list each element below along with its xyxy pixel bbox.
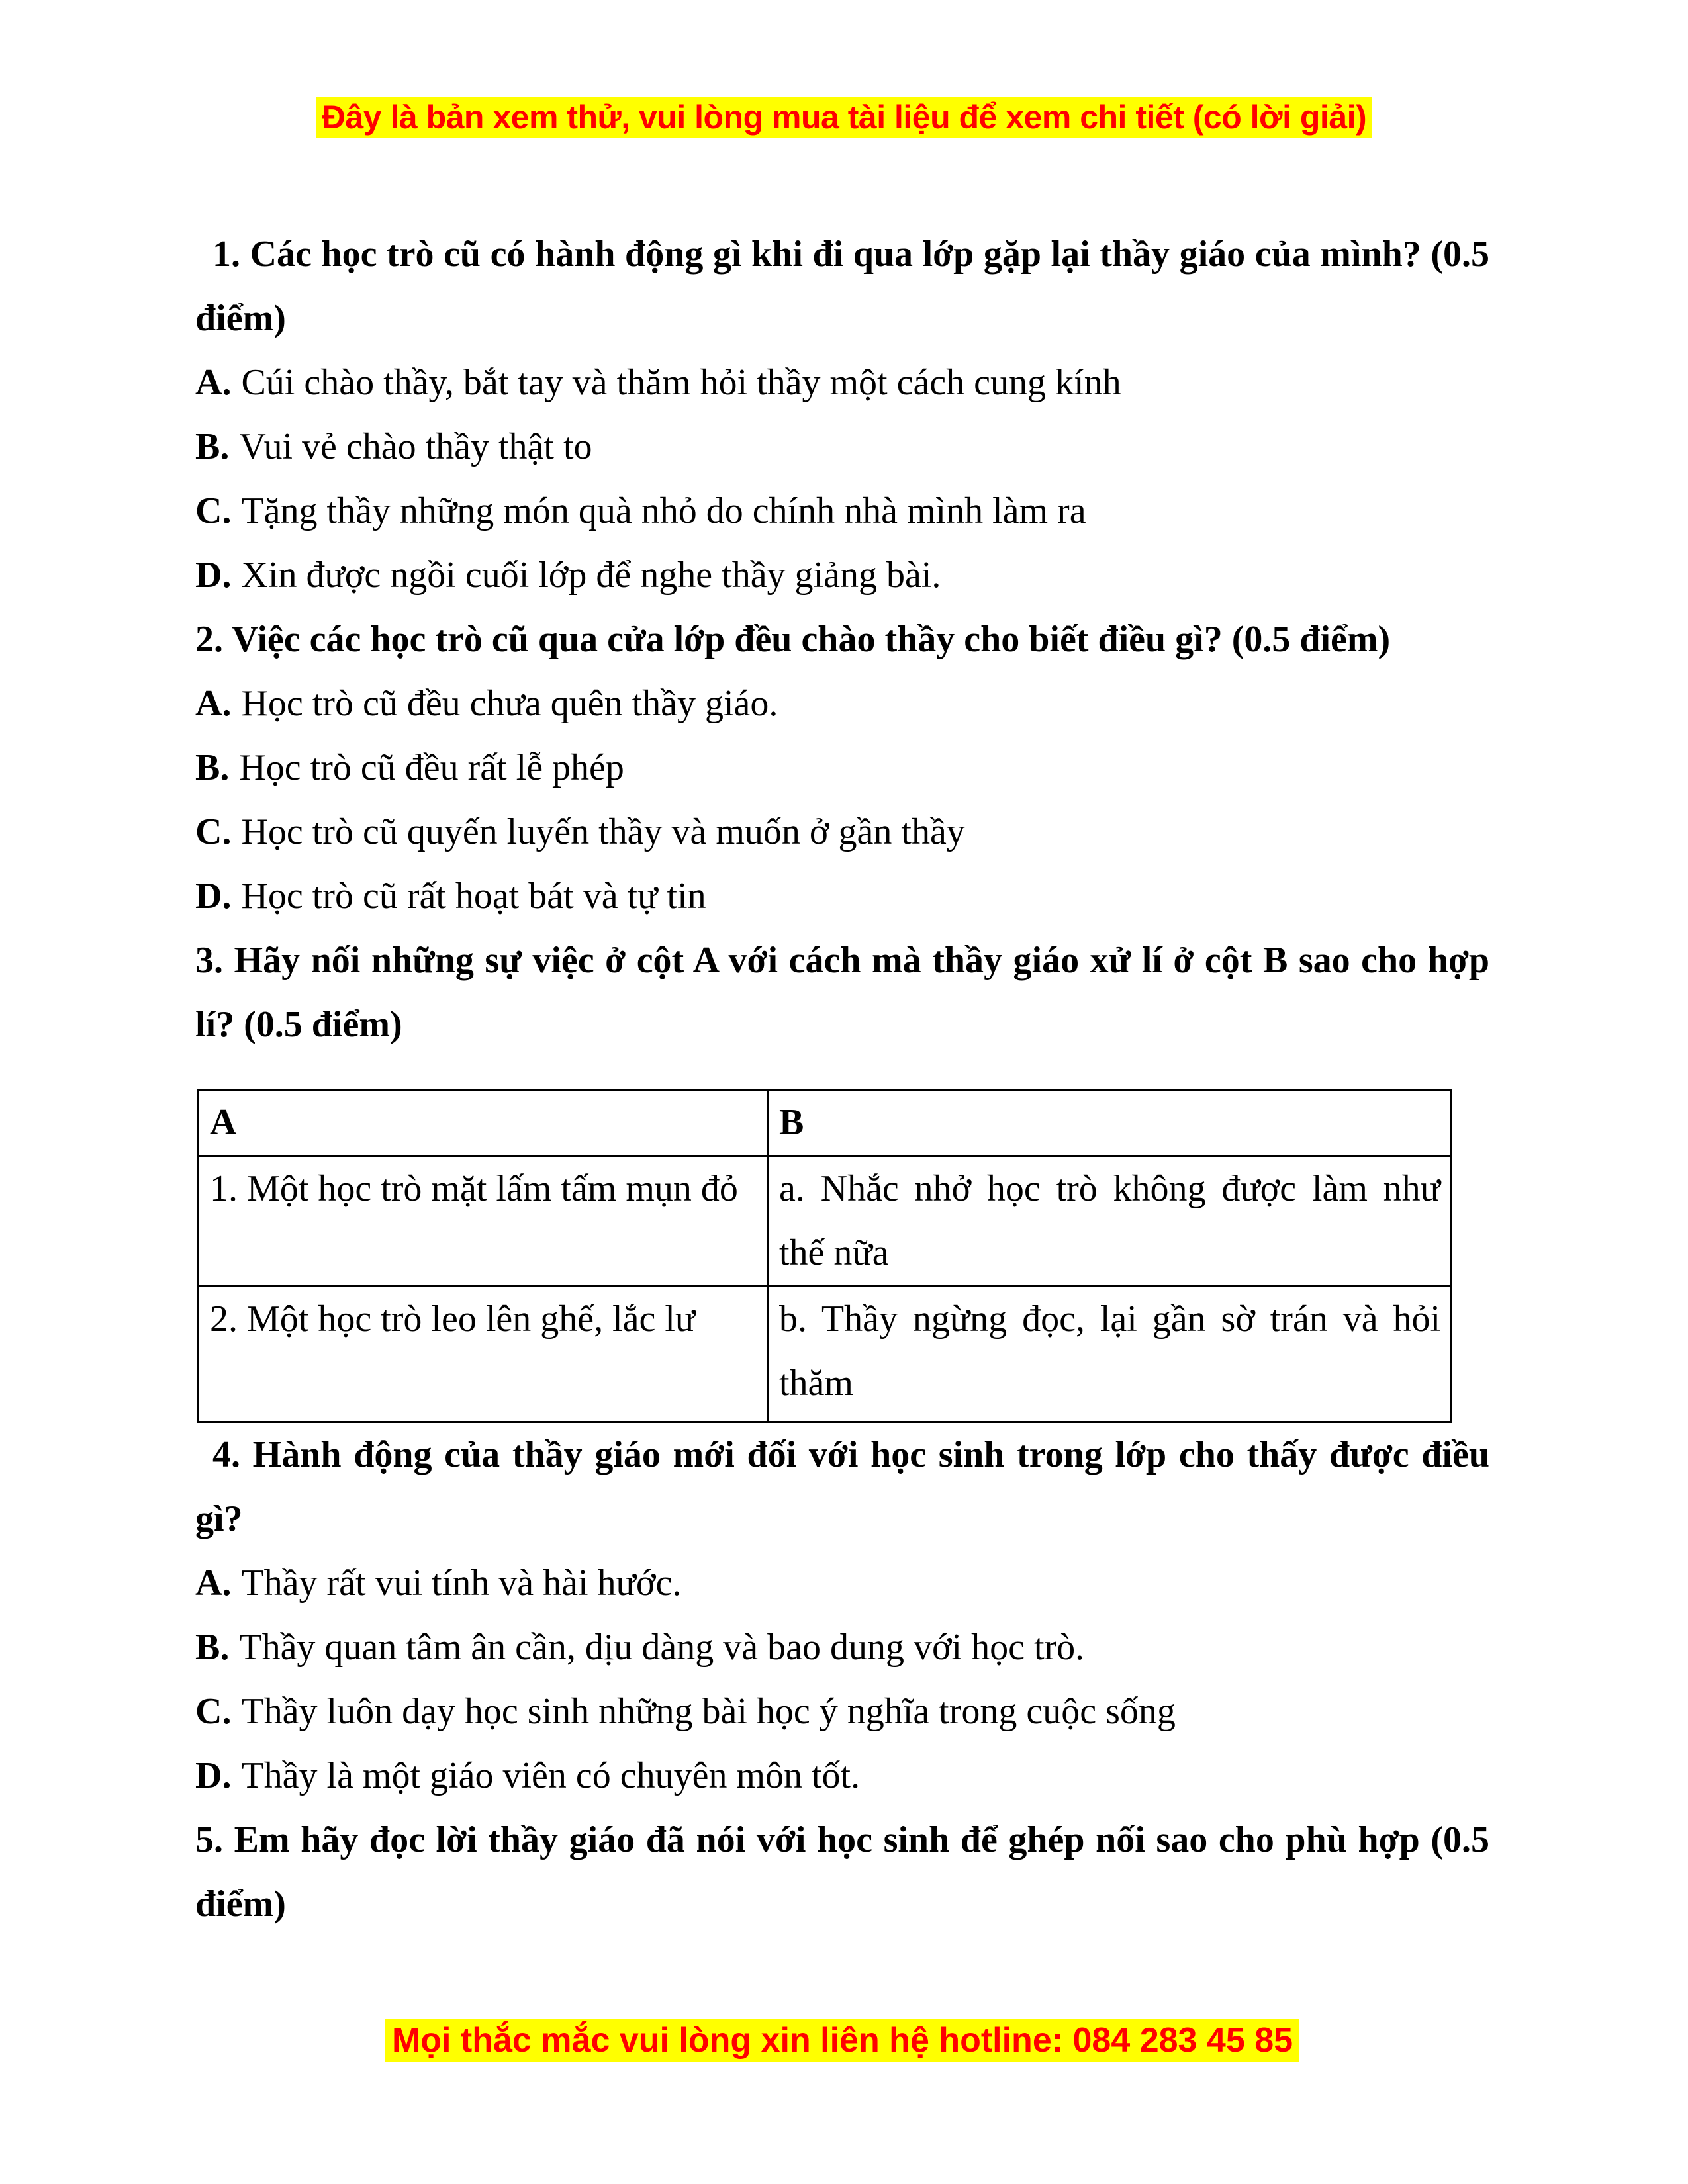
option-text: Học trò cũ quyến luyến thầy và muốn ở gần thầy (241, 811, 965, 852)
option-text: Học trò cũ rất hoạt bát và tự tin (241, 876, 706, 917)
question-1-option-b (195, 415, 1489, 479)
option-letter: A. (195, 362, 232, 403)
option-text: Học trò cũ đều chưa quên thầy giáo. (241, 683, 778, 724)
question-3: 3. Hãy nối những sự việc ở cột A với cách mà thầy giáo xử lí ở cột B sao cho hợp lí? (0.5 điểm) (195, 940, 1489, 1045)
table-cell-b2: b. Thầy ngừng đọc, lại gần sờ trán và hỏi thăm (768, 1287, 1451, 1422)
option-letter: B. (195, 1627, 230, 1668)
question-1-option-d (195, 543, 1489, 608)
table-row (199, 1156, 1451, 1287)
option-letter: B. (195, 747, 230, 788)
question-2-option-a (195, 672, 1489, 736)
option-letter: A. (195, 683, 232, 724)
question-4-option-c (195, 1680, 1489, 1744)
option-letter: C. (195, 490, 232, 531)
table-row (199, 1287, 1451, 1422)
option-text: Thầy là một giáo viên có chuyên môn tốt. (241, 1755, 861, 1796)
table-header-a: A (199, 1090, 768, 1156)
option-text: Thầy luôn dạy học sinh những bài học ý nghĩa trong cuộc sống (241, 1691, 1176, 1732)
question-2-option-b (195, 736, 1489, 800)
option-text: Tặng thầy những món quà nhỏ do chính nhà mình làm ra (241, 490, 1086, 531)
question-4-option-d (195, 1744, 1489, 1808)
option-text: Vui vẻ chào thầy thật to (239, 426, 592, 467)
question-2-option-c (195, 800, 1489, 864)
table-cell-b1: a. Nhắc nhở học trò không được làm như thế nữa (768, 1156, 1451, 1287)
question-1: 1. Các học trò cũ có hành động gì khi đi qua lớp gặp lại thầy giáo của mình? (0.5 điểm) (195, 234, 1489, 339)
option-letter: C. (195, 1691, 232, 1732)
question-4: 4. Hành động của thầy giáo mới đối với học sinh trong lớp cho thấy được điều gì? (195, 1434, 1489, 1539)
matching-table-header-row (199, 1090, 1451, 1156)
matching-table (197, 1089, 1452, 1423)
preview-banner-text: Đây là bản xem thử, vui lòng mua tài liệu để xem chi tiết (có lời giải) (316, 97, 1372, 138)
question-1-option-a (195, 351, 1489, 415)
option-letter: B. (195, 426, 230, 467)
option-letter: D. (195, 1755, 232, 1796)
option-text: Xin được ngồi cuối lớp để nghe thầy giảng bài. (241, 555, 941, 596)
table-cell-a1: 1. Một học trò mặt lấm tấm mụn đỏ (199, 1156, 768, 1287)
option-letter: D. (195, 876, 232, 917)
option-letter: C. (195, 811, 232, 852)
question-1-option-c (195, 479, 1489, 543)
preview-banner (0, 0, 1688, 138)
hotline-banner-text: Mọi thắc mắc vui lòng xin liên hệ hotline: 084 283 45 85 (385, 2019, 1299, 2062)
hotline-banner (195, 2008, 1489, 2072)
table-header-b: B (768, 1090, 1451, 1156)
question-2-option-d (195, 864, 1489, 929)
question-4-option-a (195, 1551, 1489, 1615)
table-cell-a2: 2. Một học trò leo lên ghế, lắc lư (199, 1287, 768, 1422)
option-text: Thầy quan tâm ân cần, dịu dàng và bao dung với học trò. (239, 1627, 1085, 1668)
document-body (195, 222, 1489, 2072)
option-text: Học trò cũ đều rất lễ phép (239, 747, 624, 788)
option-letter: D. (195, 555, 232, 596)
option-letter: A. (195, 1563, 232, 1604)
question-4-option-b (195, 1615, 1489, 1680)
option-text: Thầy rất vui tính và hài hước. (241, 1563, 682, 1604)
question-5: 5. Em hãy đọc lời thầy giáo đã nói với học sinh để ghép nối sao cho phù hợp (0.5 điểm) (195, 1819, 1489, 1925)
question-2: 2. Việc các học trò cũ qua cửa lớp đều chào thầy cho biết điều gì? (0.5 điểm) (195, 619, 1391, 660)
option-text: Cúi chào thầy, bắt tay và thăm hỏi thầy một cách cung kính (241, 362, 1121, 403)
